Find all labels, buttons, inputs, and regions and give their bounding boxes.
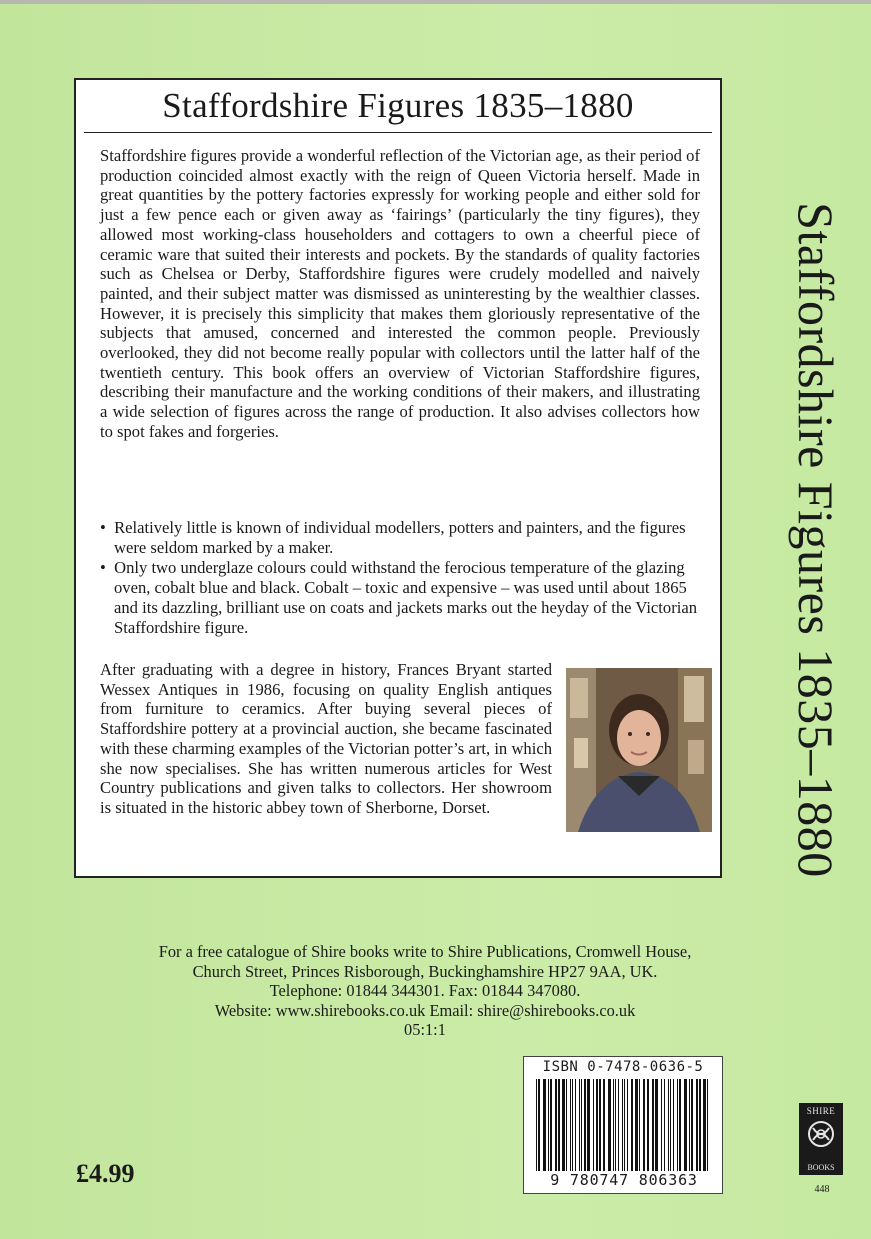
book-description: Staffordshire figures provide a wonderful reflection of the Victorian age, as their period of production coincided almost exactly with the reign of Queen Victoria herself. Made in great quantities by the pottery factories expressly for working people and either sold for just a few pence each or given away as ‘fairings’ (particularly the tiny figures), they allowed most working-class householders and cottagers to own a cheerful piece of ceramic ware that suited their interests and pockets. By the standards of quality factories such as Chelsea or Derby, Staffordshire figures were crudely modelled and naively painted, and their subject matter was dismissed as uninteresting by the wealthier classes. However, it is precisely this simplicity that makes them gloriously representative of the subjects that amused, concerned and interested the common people. Previously overlooked, they did not become really popular with collectors until the latter half of the twentieth century. This book offers an overview of Victorian Staffordshire figures, describing their manufacture and the working conditions of their makers, and illustrating a wide selection of figures across the range of production. It also advises collectors how to spot fakes and forgeries.: [100, 146, 700, 441]
blurb-panel: [74, 78, 722, 878]
barcode-digits: 9 780747 806363: [530, 1171, 718, 1189]
barcode-box: [523, 1056, 723, 1194]
isbn-number: ISBN 0-7478-0636-5: [542, 1059, 704, 1075]
publisher-info: [60, 942, 790, 1040]
key-point: • Relatively little is known of individual modellers, potters and painters, and the figures were seldom marked by a maker.: [100, 518, 700, 557]
publisher-line: 05:1:1: [404, 1020, 446, 1039]
book-title: Staffordshire Figures 1835–1880: [162, 86, 634, 125]
barcode-icon: [534, 1079, 714, 1175]
knot-icon: [806, 1118, 836, 1150]
author-photo: [566, 668, 712, 832]
top-edge: [0, 0, 871, 4]
publisher-line: Website: www.shirebooks.co.uk Email: shire@shirebooks.co.uk: [214, 1000, 636, 1020]
spine-title: Staffordshire Figures 1835–1880: [788, 202, 844, 878]
publisher-line: Church Street, Princes Risborough, Buckinghamshire HP27 9AA, UK.: [192, 961, 658, 981]
publisher-line: Telephone: 01844 344301. Fax: 01844 347080.: [269, 981, 581, 1000]
price: £4.99: [76, 1159, 135, 1188]
logo-bottom-text: BOOKS: [807, 1163, 835, 1172]
key-point: • Only two underglaze colours could withstand the ferocious temperature of the glazing oven, cobalt blue and black. Cobalt – toxic and expensive – was used until about 1865 and its dazzling, brilliant use on coats and jackets marks out the heyday of the Victorian Staffordshire figure.: [100, 558, 700, 637]
spine-number: 448: [814, 1184, 830, 1195]
publisher-line: For a free catalogue of Shire books write to Shire Publications, Cromwell House,: [158, 942, 692, 961]
author-bio: After graduating with a degree in history, Frances Bryant started Wessex Antiques in 1986, focusing on quality English antiques from furniture to ceramics. After buying several pieces of Staffordshire pottery at a provincial auction, she became fascinated with these charming examples of the Victorian potter’s art, in which she now specialises. She has written numerous articles for West Country publications and given talks to collectors. Her showroom is situated in the historic abbey town of Sherborne, Dorset.: [100, 660, 552, 817]
publisher-logo: [799, 1103, 843, 1175]
title-divider: [84, 132, 712, 133]
key-points-list: [100, 518, 700, 638]
logo-top-text: SHIRE: [806, 1106, 836, 1116]
